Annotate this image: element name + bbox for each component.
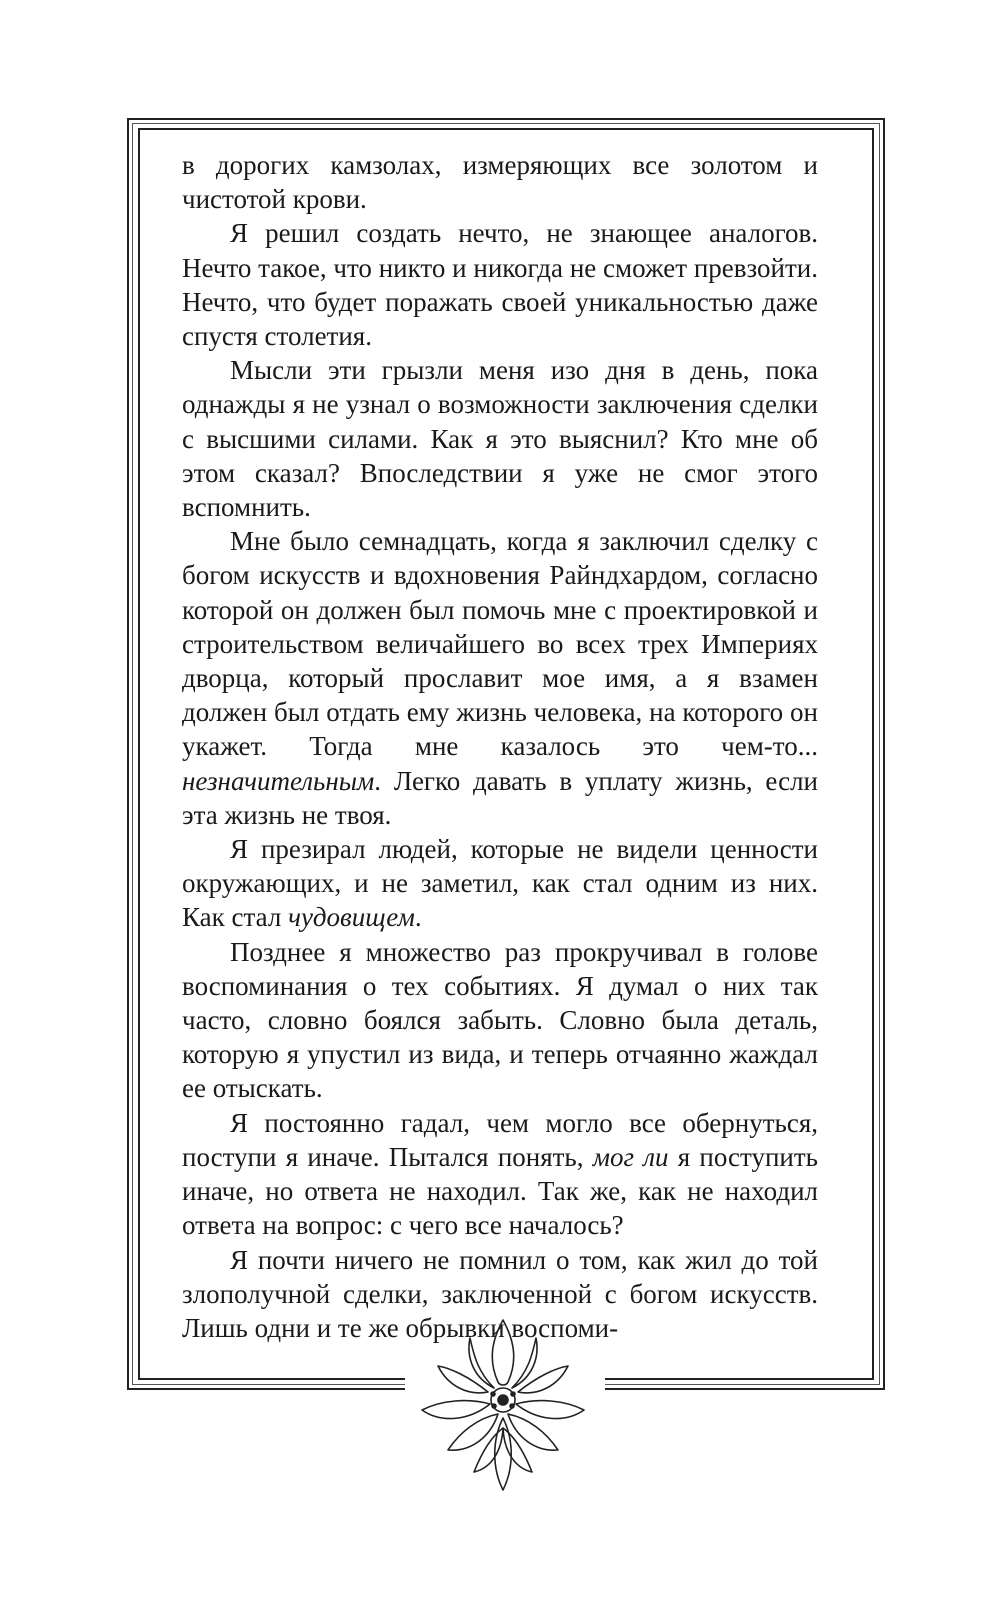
paragraph bbox=[182, 1106, 818, 1243]
text-span: Я почти ничего не помнил о том, как жил до той злополучной сделки, заключенной с богом искусств. Лишь одни и те же обрывки воспоми- bbox=[182, 1244, 818, 1343]
paragraph bbox=[182, 148, 818, 216]
book-page-text bbox=[182, 148, 818, 1345]
lotus-flower-icon bbox=[408, 1300, 598, 1510]
text-span: Я решил создать нечто, не знающее аналогов. Нечто такое, что никто и никогда не сможет превзойти. Нечто, что будет поражать своей уникальностью даже спустя столетия. bbox=[182, 218, 818, 352]
italic-text: мог ли bbox=[592, 1141, 669, 1172]
text-span: я поступить иначе, но ответа не находил. Так же, как не находил ответа на вопрос: с чего все началось? bbox=[182, 1141, 818, 1241]
paragraph bbox=[182, 935, 818, 1106]
italic-text: чудовищем bbox=[288, 902, 415, 933]
text-span: Позднее я множество раз прокручивал в голове воспоминания о тех событиях. Я думал о них так часто, словно боялся забыть. Словно была деталь, которую я упустил из вида, и теперь отчаянно жаждал ее отыскать. bbox=[182, 936, 818, 1104]
text-span: в дорогих камзолах, измеряющих все золотом и чистотой крови. bbox=[182, 150, 818, 215]
paragraph bbox=[182, 524, 818, 832]
text-span: Я презирал людей, которые не видели ценности окружающих, и не заметил, как стал одним из них. Как стал bbox=[182, 834, 818, 933]
text-span: . Легко давать в уплату жизнь, если эта жизнь не твоя. bbox=[182, 765, 818, 830]
paragraph bbox=[182, 832, 818, 935]
text-span: Мысли эти грызли меня изо дня в день, пока однажды я не узнал о возможности заключения сделки с высшими силами. Как я это выяснил? Кто мне об этом сказал? Впоследствии я уже не смог этого вспомнить. bbox=[182, 355, 818, 523]
text-span: Я постоянно гадал, чем могло все обернуться, поступи я иначе. Пытался понять, bbox=[182, 1107, 818, 1172]
text-span: Мне было семнадцать, когда я заключил сделку с богом искусств и вдохновения Райндхардом, согласно которой он должен был помочь мне с проектировкой и строительством величайшего во всех трех Империях дворца, который прославит мое имя, а я взамен должен был отдать ему жизнь человека, на которого он укажет. Тогда мне казалось это чем-то... bbox=[182, 526, 818, 762]
text-span: . bbox=[414, 902, 422, 933]
paragraph bbox=[182, 353, 818, 524]
paragraph bbox=[182, 216, 818, 353]
italic-text: незначительным bbox=[182, 765, 375, 796]
